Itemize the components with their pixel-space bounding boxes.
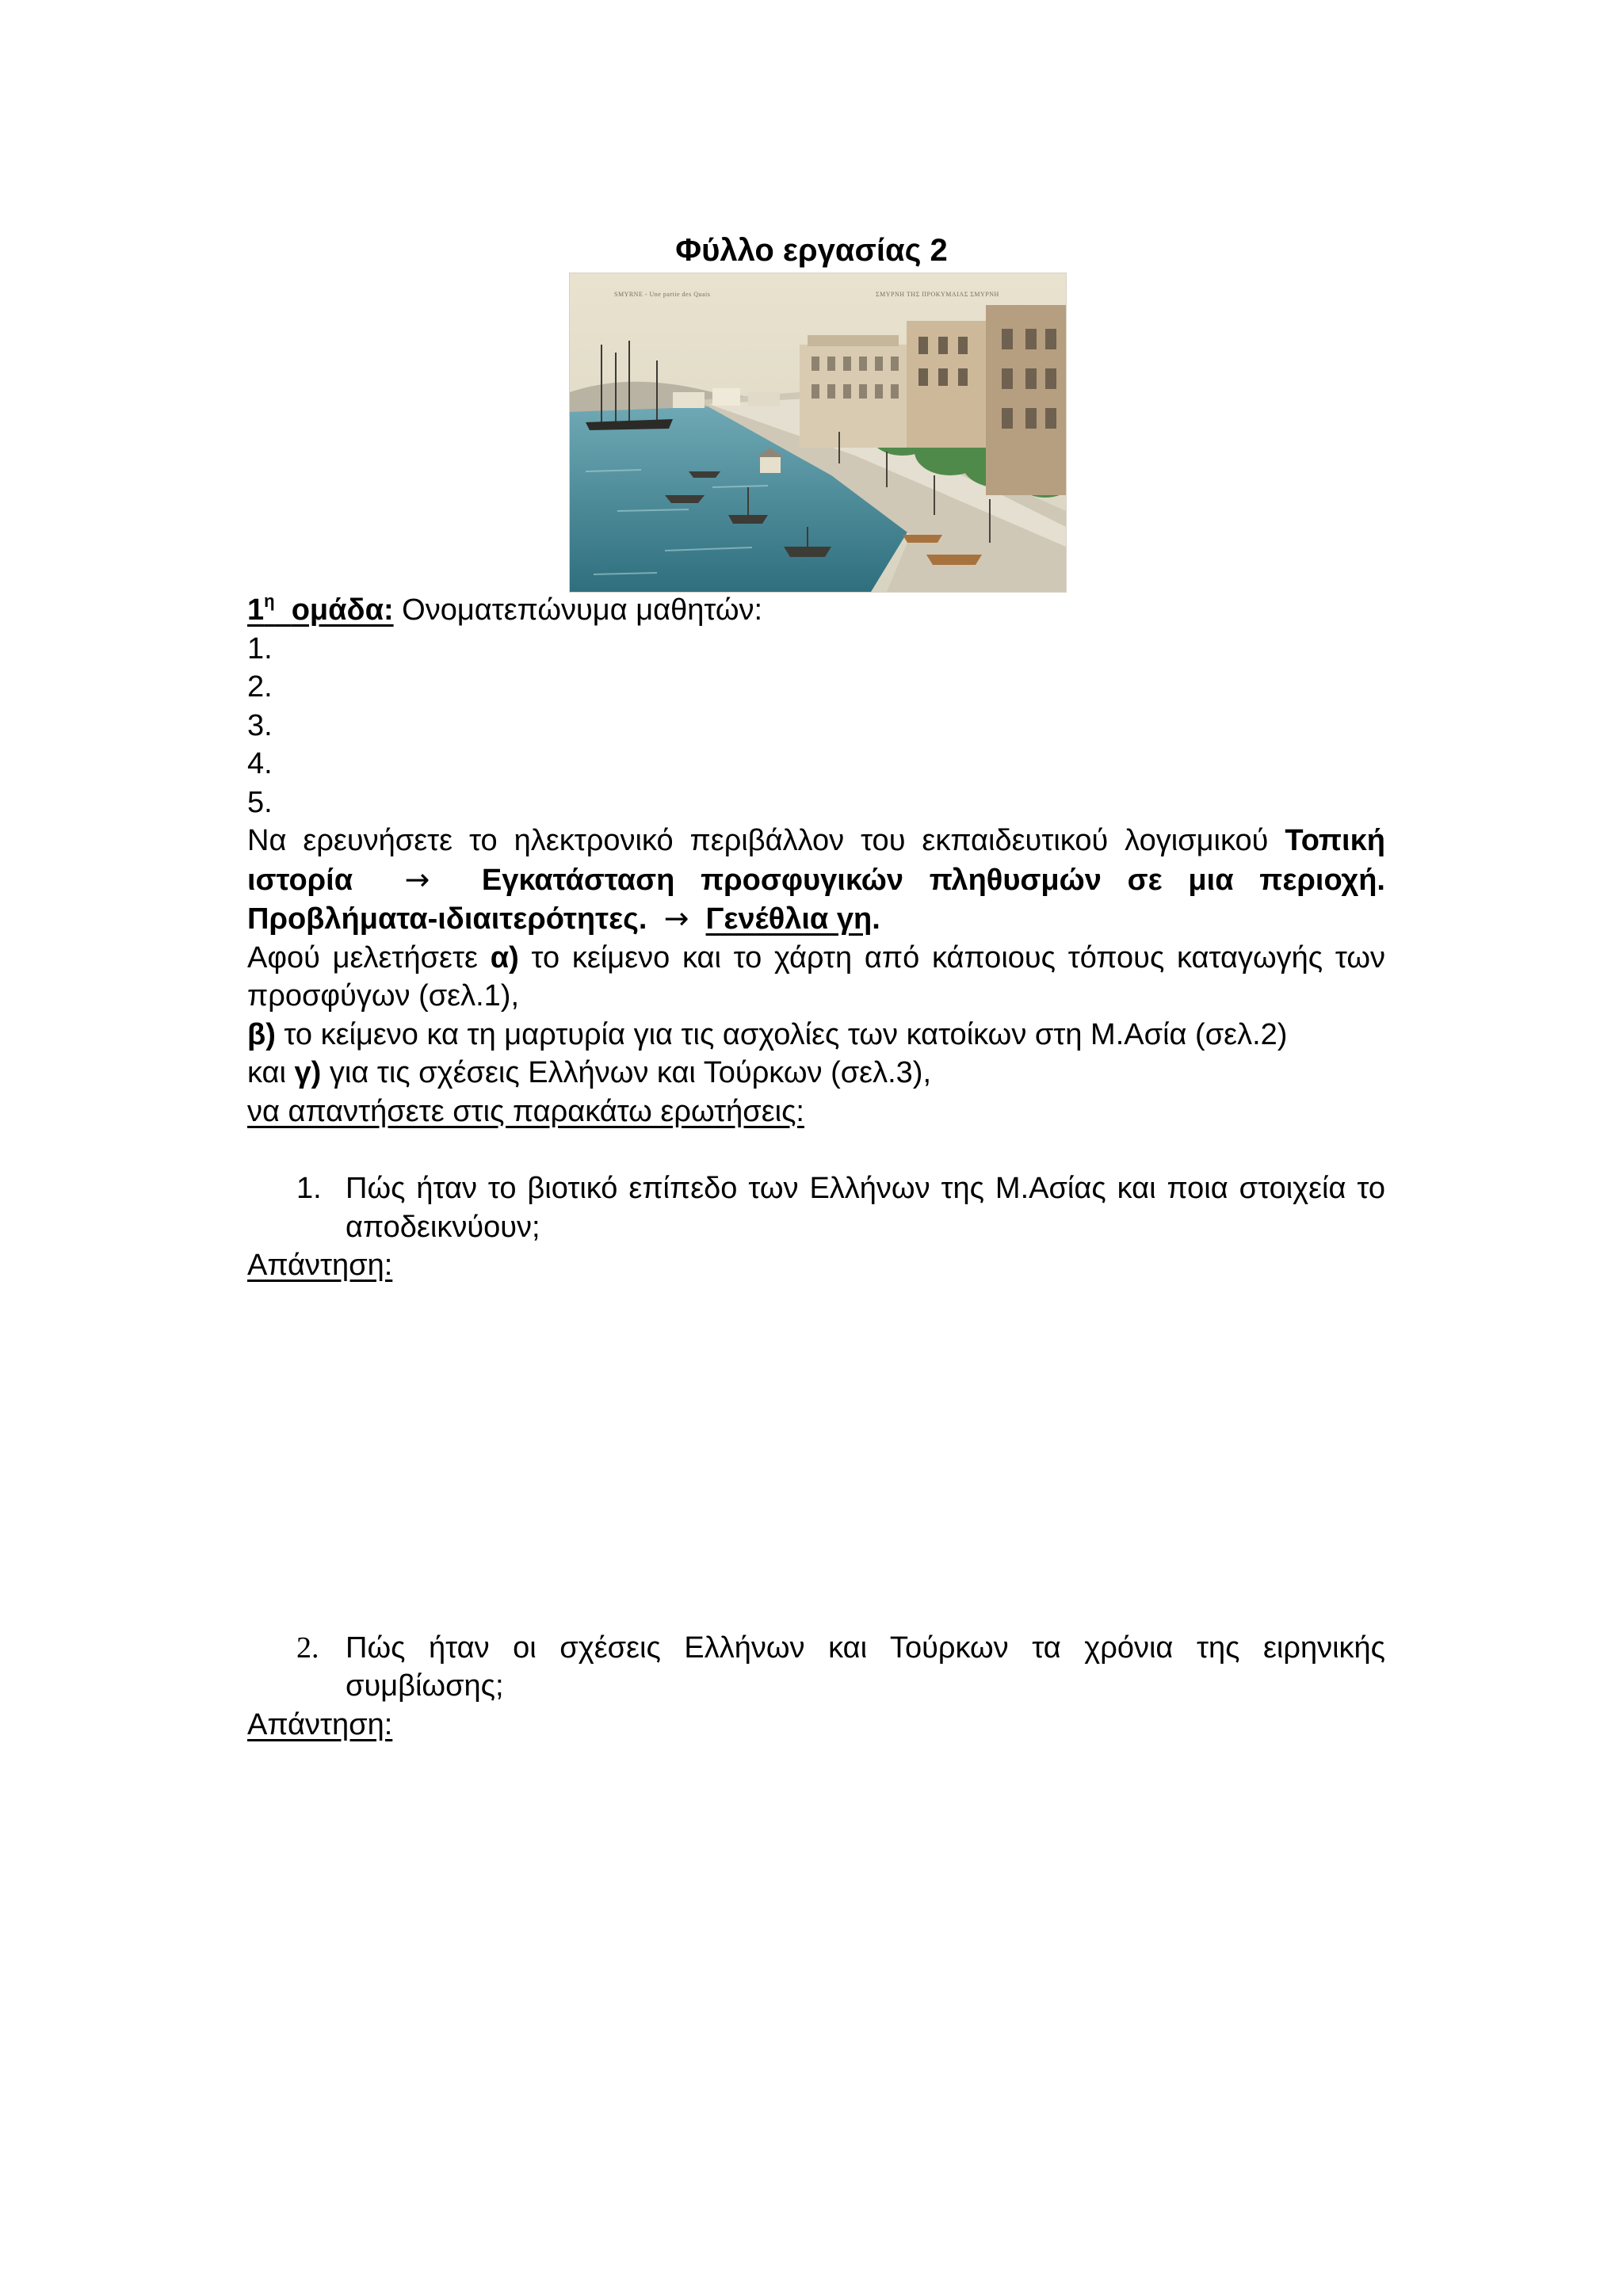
question-number: 2. (296, 1630, 319, 1665)
question-text: Πώς ήταν οι σχέσεις Ελλήνων και Τούρκων τα χρόνια της ειρηνικής συμβίωσης; (346, 1630, 1385, 1703)
arrow-icon: → (404, 861, 430, 897)
page-title: Φύλλο εργασίας 2 (675, 233, 948, 268)
answer-space (247, 1285, 1385, 1629)
software-path-1: Τοπική ιστορία (247, 824, 1385, 897)
software-path-3: Γενέθλια γη (705, 902, 873, 936)
task-c: και γ) για τις σχέσεις Ελλήνων και Τούρκων (σελ.3), (247, 1056, 932, 1089)
postcard-caption-right: ΣΜΥΡΝΗ ΤΗΣ ΠΡΟΚΥΜΑΙΑΣ ΣΜΥΡΝΗ (876, 291, 999, 298)
task-a: Αφού μελετήσετε α) το κείμενο και το χάρτη από κάποιους τόπους καταγωγής των προσφύγων (σελ.1), (247, 940, 1385, 1013)
student-list-item: 4. (247, 747, 273, 780)
student-list-item: 3. (247, 708, 273, 742)
group-label: $1^\eta$ ομάδα: (247, 591, 394, 627)
answer-label: Απάντηση: (247, 1249, 393, 1282)
arrow-icon: → (663, 901, 689, 936)
group-heading (247, 591, 1385, 630)
smyrna-quay-photo (569, 273, 1067, 593)
student-list-item: 5. (247, 785, 273, 819)
instructions-paragraph: Να ερευνήσετε το ηλεκτρονικό περιβάλλον του εκπαιδευτικού λογισμικού Τοπική ιστορία → Εγκατάσταση προσφυγικών πληθυσμών σε μια περιοχή. Προβλήματα-ιδιαιτερότητες. → Γενέθλια γη. (247, 824, 1385, 936)
software-path-2: Εγκατάσταση προσφυγικών πληθυσμών σε μια περιοχή. Προβλήματα-ιδιαιτερότητες. (247, 863, 1385, 936)
names-label: Ονοματεπώνυμα μαθητών: (402, 593, 763, 627)
postcard-illustration (570, 273, 1066, 592)
question-text: Πώς ήταν το βιοτικό επίπεδο των Ελλήνων της Μ.Ασίας και ποια στοιχεία το αποδεικνύουν; (346, 1172, 1385, 1244)
worksheet-body (247, 591, 1385, 1744)
task-b: β) το κείμενο κα τη μαρτυρία για τις ασχολίες των κατοίκων στη Μ.Ασία (σελ.2) (247, 1017, 1288, 1051)
student-list-item: 2. (247, 670, 273, 704)
answer-label: Απάντηση: (247, 1707, 393, 1741)
postcard-caption-left: SMYRNE - Une partie des Quais (614, 291, 711, 298)
question-2 (247, 1629, 1385, 1706)
question-number: 1. (296, 1172, 322, 1205)
questions-intro: να απαντήσετε στις παρακάτω ερωτήσεις: (247, 1094, 804, 1128)
question-1 (247, 1169, 1385, 1246)
student-list-item: 1. (247, 631, 273, 666)
